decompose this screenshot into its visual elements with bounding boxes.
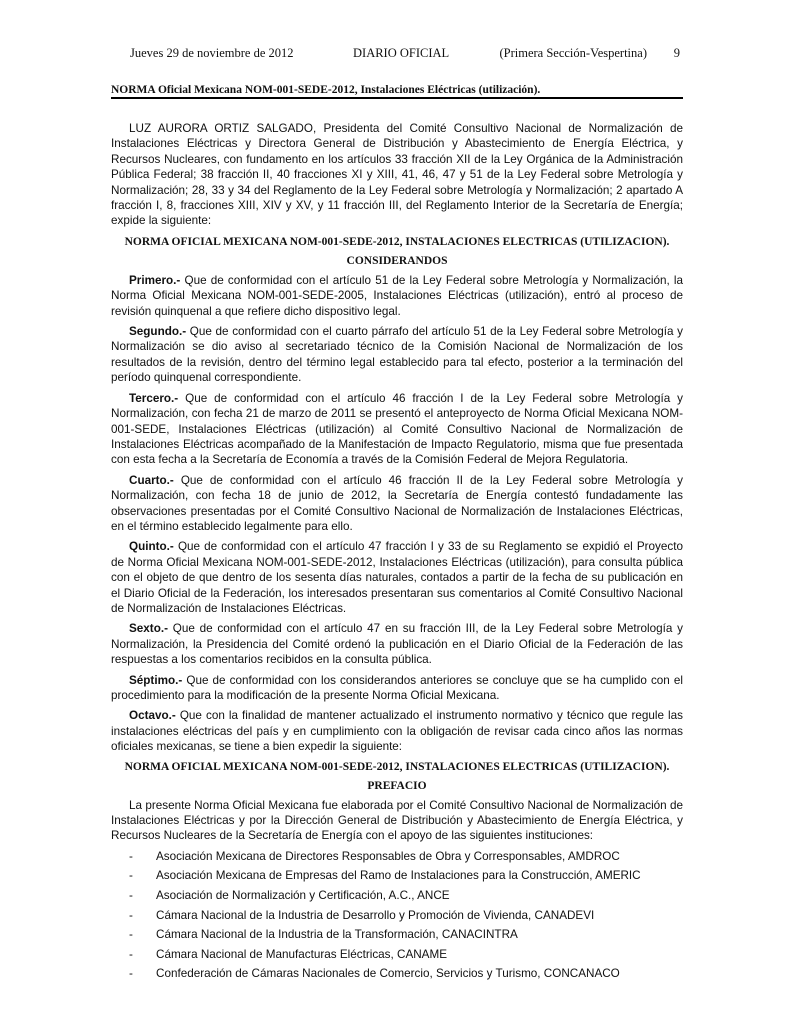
- list-bullet: -: [129, 947, 133, 961]
- prefacio-paragraph: La presente Norma Oficial Mexicana fue elaborada por el Comité Consultivo Nacional de Normalización de Instalaciones Eléctricas y por la Dirección General de Distribución y Abastecimiento de Energía Eléctrica, y Recursos Nucleares de la Secretaría de Energía con el apoyo de las siguientes instituciones:: [111, 798, 683, 843]
- considerando-text: Que de conformidad con el artículo 46 fracción II de la Ley Federal sobre Metrología y Normalización, con fecha 18 de junio de 2012, la Secretaría de Energía contestó fundadamente las observaciones presentadas por el Comité Consultivo Nacional de Normalización de Instalaciones Eléctricas, en el término establecido legalmente para ello.: [111, 473, 683, 533]
- considerando-text: Que de conformidad con el artículo 47 fracción I y 33 de su Reglamento se expidió el Proyecto de Norma Oficial Mexicana NOM-001-SEDE-2012, Instalaciones Eléctricas (utilización), para consulta pública con el objeto de que dentro de los sesenta días naturales, contados a partir de la fecha de su publicación en el Diario Oficial de la Federación, los interesados presentaran sus comentarios al Comité Consultivo Nacional de Normalización de Instalaciones Eléctricas.: [111, 540, 683, 615]
- considerando-label: Séptimo.-: [129, 673, 183, 687]
- list-bullet: -: [129, 869, 133, 883]
- considerando-paragraph: [111, 273, 683, 319]
- considerando-label: Sexto.-: [129, 622, 168, 636]
- institution-name: Asociación de Normalización y Certificación, A.C., ANCE: [156, 889, 450, 903]
- list-item: [111, 868, 683, 883]
- considerando-label: Octavo.-: [129, 709, 176, 723]
- list-item: [111, 966, 683, 981]
- considerando-label: Primero.-: [129, 273, 181, 287]
- considerando-text: Que de conformidad con el artículo 51 de la Ley Federal sobre Metrología y Normalización, la Norma Oficial Mexicana NOM-001-SEDE-2005, Instalaciones Eléctricas (utilización), entró al proceso de revisión quinquenal a que refiere dicho dispositivo legal.: [111, 273, 683, 318]
- list-item: [111, 849, 683, 864]
- institution-name: Cámara Nacional de la Industria de Desarrollo y Promoción de Vivienda, CANADEVI: [156, 908, 595, 922]
- list-item: [111, 888, 683, 903]
- considerando-paragraph: [111, 708, 683, 754]
- document-title: NORMA Oficial Mexicana NOM-001-SEDE-2012, Instalaciones Eléctricas (utilización).: [111, 84, 541, 96]
- prefacio-heading: PREFACIO: [367, 779, 427, 792]
- institution-name: Confederación de Cámaras Nacionales de Comercio, Servicios y Turismo, CONCANACO: [156, 967, 620, 981]
- considerando-label: Segundo.-: [129, 325, 187, 339]
- considerando-label: Tercero.-: [129, 391, 179, 405]
- list-item: [111, 927, 683, 942]
- list-bullet: -: [129, 928, 133, 942]
- considerandos-heading: CONSIDERANDOS: [346, 254, 448, 267]
- considerandos-section: [111, 273, 683, 755]
- institution-name: Asociación Mexicana de Directores Responsables de Obra y Corresponsables, AMDROC: [156, 849, 620, 863]
- list-item: [111, 908, 683, 923]
- header-page-number: 9: [673, 46, 680, 60]
- header-paper-name: DIARIO OFICIAL: [353, 46, 450, 60]
- considerando-paragraph: [111, 391, 683, 468]
- considerando-text: Que de conformidad con el artículo 47 en su fracción III, de la Ley Federal sobre Metrología y Normalización, la Presidencia del Comité ordenó la publicación en el Diario Oficial de la Federación de las respuestas a los comentarios recibidos en la consulta pública.: [111, 622, 683, 667]
- considerando-label: Cuarto.-: [129, 473, 174, 487]
- institution-name: Cámara Nacional de Manufacturas Eléctricas, CANAME: [156, 947, 448, 961]
- document-body: [111, 121, 683, 986]
- intro-paragraph: LUZ AURORA ORTIZ SALGADO, Presidenta del Comité Consultivo Nacional de Normalización de Instalaciones Eléctricas y Directora General de Distribución y Abastecimiento de Energía Eléctrica, y Recursos Nucleares, con fundamento en los artículos 33 fracción XII de la Ley Orgánica de la Administración Pública Federal; 38 fracción II, 40 fracciones XI y XIII, 41, 46, 47 y 51 de la Ley Federal sobre Metrología y Normalización; 28, 33 y 34 del Reglamento de la Ley Federal sobre Metrología y Normalización; 2 apartado A fracción I, 8, fracciones XIII, XIV y XV, y 11 fracción III, del Reglamento Interior de la Secretaría de Energía; expide la siguiente:: [111, 122, 683, 228]
- considerando-paragraph: [111, 621, 683, 667]
- considerando-paragraph: [111, 324, 683, 386]
- list-bullet: -: [129, 889, 133, 903]
- considerando-paragraph: [111, 539, 683, 616]
- considerando-text: Que de conformidad con los considerandos anteriores se concluye que se ha cumplido con el procedimiento para la modificación de la presente Norma Oficial Mexicana.: [111, 673, 683, 702]
- norma-heading: NORMA OFICIAL MEXICANA NOM-001-SEDE-2012, INSTALACIONES ELECTRICAS (UTILIZACION).: [124, 235, 670, 248]
- considerando-label: Quinto.-: [129, 540, 174, 554]
- header-section: (Primera Sección-Vespertina): [499, 46, 647, 60]
- norma-heading-repeat: NORMA OFICIAL MEXICANA NOM-001-SEDE-2012, INSTALACIONES ELECTRICAS (UTILIZACION).: [124, 760, 670, 773]
- institution-name: Cámara Nacional de la Industria de la Transformación, CANACINTRA: [156, 928, 518, 942]
- institution-name: Asociación Mexicana de Empresas del Ramo de Instalaciones para la Construcción, AMERIC: [156, 869, 641, 883]
- header-date: Jueves 29 de noviembre de 2012: [130, 46, 294, 60]
- list-item: [111, 947, 683, 962]
- considerando-text: Que de conformidad con el artículo 46 fracción I de la Ley Federal sobre Metrología y Normalización, con fecha 21 de marzo de 2011 se presentó el anteproyecto de Norma Oficial Mexicana NOM-001-SEDE, Instalaciones Eléctricas (utilización) al Comité Consultivo Nacional de Normalización de Instalaciones Eléctricas acompañado de la Manifestación de Impacto Regulatorio, misma que fue presentada con esta fecha a la Secretaría de Economía a través de la Comisión Federal de Mejora Regulatoria.: [111, 391, 683, 467]
- list-bullet: -: [129, 967, 133, 981]
- title-divider: [111, 97, 683, 99]
- institutions-list: [111, 849, 683, 982]
- considerando-text: Que con la finalidad de mantener actualizado el instrumento normativo y técnico que regule las instalaciones eléctricas del país y en cumplimiento con la obligación de revisar cada cinco años las normas oficiales mexicanas, se tiene a bien expedir la siguiente:: [111, 709, 683, 754]
- considerando-paragraph: [111, 673, 683, 704]
- list-bullet: -: [129, 908, 133, 922]
- running-header: [111, 46, 683, 62]
- list-bullet: -: [129, 849, 133, 863]
- considerando-text: Que de conformidad con el cuarto párrafo del artículo 51 de la Ley Federal sobre Metrología y Normalización se dio aviso al secretariado técnico de la Comisión Nacional de Normalización de los resultados de la revisión, dentro del término legal establecido para tal efecto, posterior a la terminación del período quinquenal correspondiente.: [111, 325, 683, 385]
- considerando-paragraph: [111, 473, 683, 535]
